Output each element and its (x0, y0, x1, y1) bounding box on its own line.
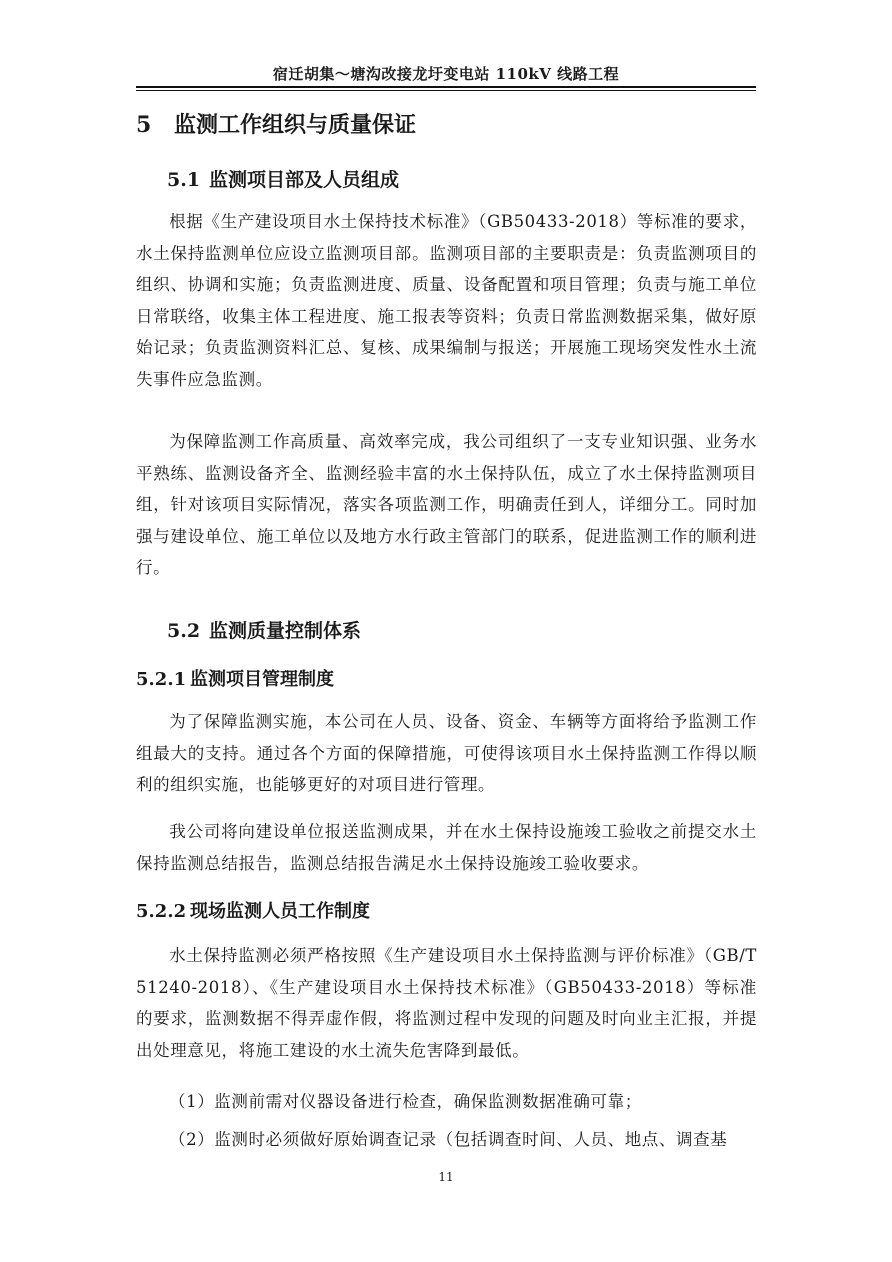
section-number: 5.2 (167, 620, 201, 642)
subsection-title: 现场监测人员工作制度 (190, 901, 370, 922)
subsection-heading-5-2-2 (136, 898, 370, 926)
paragraph-text: 为了保障监测实施，本公司在人员、设备、资金、车辆等方面将给予监测工作组最大的支持。通过各个方面的保障措施，可使得该项目水土保持监测工作得以顺利的组织实施，也能够更好的对项目进行管理。 (136, 712, 757, 794)
section-heading-5-2 (167, 617, 361, 645)
list-item-text: （1）监测前需对仪器设备进行检查，确保监测数据准确可靠； (169, 1092, 642, 1111)
paragraph-text: 我公司将向建设单位报送监测成果，并在水土保持设施竣工验收之前提交水土保持监测总结报告，监测总结报告满足水土保持设施竣工验收要求。 (136, 822, 757, 873)
paragraph-5-1-2 (136, 426, 757, 584)
paragraph-text: 根据《生产建设项目水土保持技术标准》（GB50433-2018）等标准的要求，水土保持监测单位应设立监测项目部。监测项目部的主要职责是：负责监测项目的组织、协调和实施；负责监测进度、质量、设备配置和项目管理；负责与施工单位日常联络，收集主体工程进度、施工报表等资料；负责日常监测数据采集，做好原始记录；负责监测资料汇总、复核、成果编制与报送；开展施工现场突发性水土流失事件应急监测。 (136, 212, 757, 389)
running-header-title: 宿迁胡集～塘沟改接龙圩变电站 110kV 线路工程 (272, 65, 620, 83)
paragraph-text: 水土保持监测必须严格按照《生产建设项目水土保持监测与评价标准》（GB/T 51240-2018）、《生产建设项目水土保持技术标准》（GB50433-2018）等标准的要求，监测数据不得弄虚作假，将监测过程中发现的问题及时向业主汇报，并提出处理意见，将施工建设的水土流失危害降到最低。 (136, 946, 757, 1060)
chapter-number: 5 (136, 112, 152, 138)
subsection-heading-5-2-1 (136, 666, 334, 694)
paragraph-text: 为保障监测工作高质量、高效率完成，我公司组织了一支专业知识强、业务水平熟练、监测设备齐全、监测经验丰富的水土保持队伍，成立了水土保持监测项目组，针对该项目实际情况，落实各项监测工作，明确责任到人，详细分工。同时加强与建设单位、施工单位以及地方水行政主管部门的联系，促进监测工作的顺利进行。 (136, 432, 757, 577)
subsection-title: 监测项目管理制度 (190, 669, 334, 690)
paragraph-5-2-2-1 (136, 940, 757, 1066)
page-number: 11 (438, 1170, 454, 1184)
subsection-number: 5.2.1 (136, 669, 187, 690)
list-item-2 (136, 1124, 757, 1156)
paragraph-5-2-1-1 (136, 706, 757, 801)
header-rule-thin (136, 90, 756, 91)
list-item-text: （2）监测时必须做好原始调查记录（包括调查时间、人员、地点、调查基 (169, 1130, 728, 1149)
chapter-heading (136, 110, 416, 140)
section-title: 监测项目部及人员组成 (209, 169, 400, 191)
list-item-1 (136, 1086, 757, 1118)
section-number: 5.1 (167, 169, 201, 191)
chapter-title: 监测工作组织与质量保证 (174, 112, 417, 138)
section-title: 监测质量控制体系 (209, 620, 362, 642)
paragraph-5-1-1 (136, 206, 757, 395)
section-heading-5-1 (167, 166, 399, 194)
subsection-number: 5.2.2 (136, 901, 187, 922)
paragraph-5-2-1-2 (136, 816, 757, 879)
header-rule-thick (136, 86, 756, 88)
